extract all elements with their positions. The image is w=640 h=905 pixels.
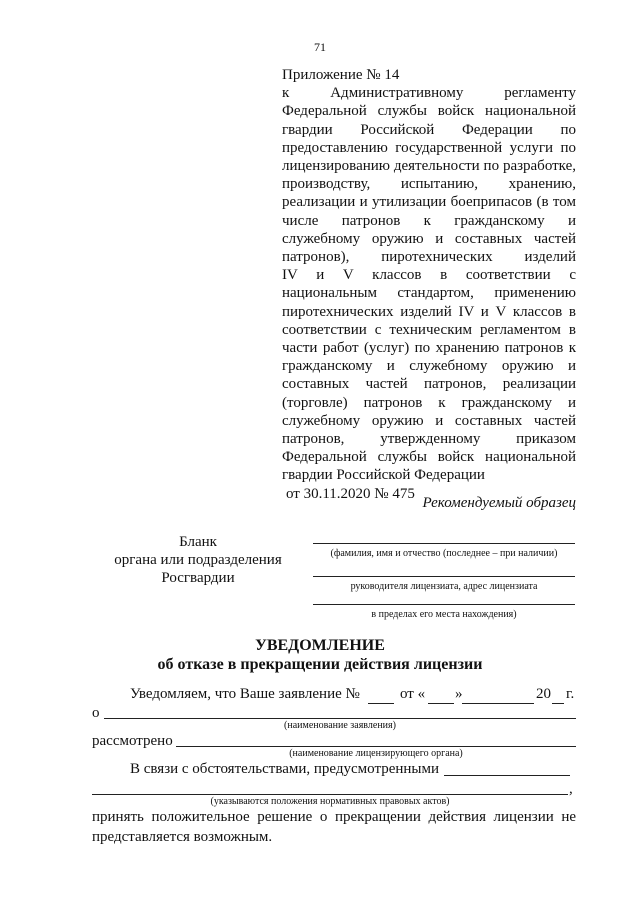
month-field[interactable] [462,703,534,704]
day-field[interactable] [428,703,454,704]
appendix-line: гражданскому и служебному оружию и [282,358,576,375]
trailing-comma: , [569,781,573,797]
appendix-line: национальным стандартом, применению [282,285,576,302]
circumstances-field[interactable] [444,775,570,776]
letterhead-line: органа или подразделения [114,552,282,568]
appendix-line: соответствии с техническим регламентом в [282,321,576,338]
appendix-line: предоставлению государственной услуги по [282,139,576,156]
fill-line [313,543,575,544]
appendix-line: производству, испытанию, хранению, [282,176,576,193]
appendix-line: гвардии Российской Федерации [282,467,485,484]
appendix-line: числе патронов к гражданскому и [282,212,576,229]
appendix-line: части работ (услуг) по хранению патронов к [282,340,576,357]
appendix-line: лицензированию деятельности по разработке, [282,158,576,175]
licensing-authority-field[interactable] [176,746,576,747]
appendix-line: служебному оружию и составных частей [282,412,576,429]
addressee-field-1[interactable] [313,543,575,560]
appendix-line: гвардии Российской Федерации по [282,121,576,138]
appendix-line: Федеральной службы войск национальной [282,103,576,120]
appendix-line: Приложение № 14 [282,67,400,83]
notify-line-text: Уведомляем, что Ваше заявление № [130,686,360,702]
addressee-caption: в пределах его места нахождения) [371,609,517,620]
appendix-header [282,66,576,503]
appendix-date-line: от 30.11.2020 № 475 [286,485,415,502]
appendix-line: IV и V классов в соответствии с [282,267,576,284]
appendix-line: Федеральной службы войск национальной [282,449,576,466]
about-label: о [92,705,100,721]
circumstances-text: В связи с обстоятельствами, предусмотренными [130,761,440,777]
appendix-line: реализации и утилизации боеприпасов (в том [282,194,576,211]
appendix-line: патронов), пиротехнических изделий [282,249,576,266]
document-subtitle: об отказе в прекращении действия лицензии [157,656,483,673]
reviewed-label: рассмотрено [92,733,173,749]
fill-line [313,604,575,605]
fill-line [313,576,575,577]
letterhead-line: Бланк [179,534,217,550]
year-prefix: 20 [536,686,551,702]
appendix-line: пиротехнических изделий IV и V классов в [282,303,576,320]
page-number: 71 [314,40,326,54]
letterhead-block [112,533,284,587]
provisions-field[interactable] [92,794,568,795]
quote-close: » [455,686,463,702]
licensing-authority-caption: (наименование лицензирующего органа) [289,748,463,759]
conclusion-paragraph: принять положительное решение о прекращении действия лицензии не представляется возможным. [92,809,576,845]
year-field[interactable] [552,703,564,704]
appendix-line: составных частей патронов, реализации [282,376,576,393]
provisions-caption: (указываются положения нормативных правовых актов) [210,796,450,807]
application-name-field[interactable] [104,718,576,719]
notify-from-label: от « [400,686,426,702]
sample-label: Рекомендуемый образец [422,495,576,511]
addressee-caption: руководителя лицензиата, адрес лицензиата [350,581,538,592]
addressee-caption: (фамилия, имя и отчество (последнее – при наличии) [330,548,558,559]
year-suffix: г. [566,686,575,702]
document-title: УВЕДОМЛЕНИЕ [255,637,385,654]
addressee-field-3[interactable] [313,604,575,621]
addressee-field-2[interactable] [313,576,575,593]
appendix-line: патронов, утвержденному приказом [282,431,576,448]
application-number-field[interactable] [368,703,394,704]
letterhead-line: Росгвардии [161,570,235,586]
application-name-caption: (наименование заявления) [284,720,396,731]
appendix-line: к Административному регламенту [282,85,576,102]
appendix-line: служебному оружию и составных частей [282,230,576,247]
appendix-line: (торговле) патронов к гражданскому и [282,394,576,411]
